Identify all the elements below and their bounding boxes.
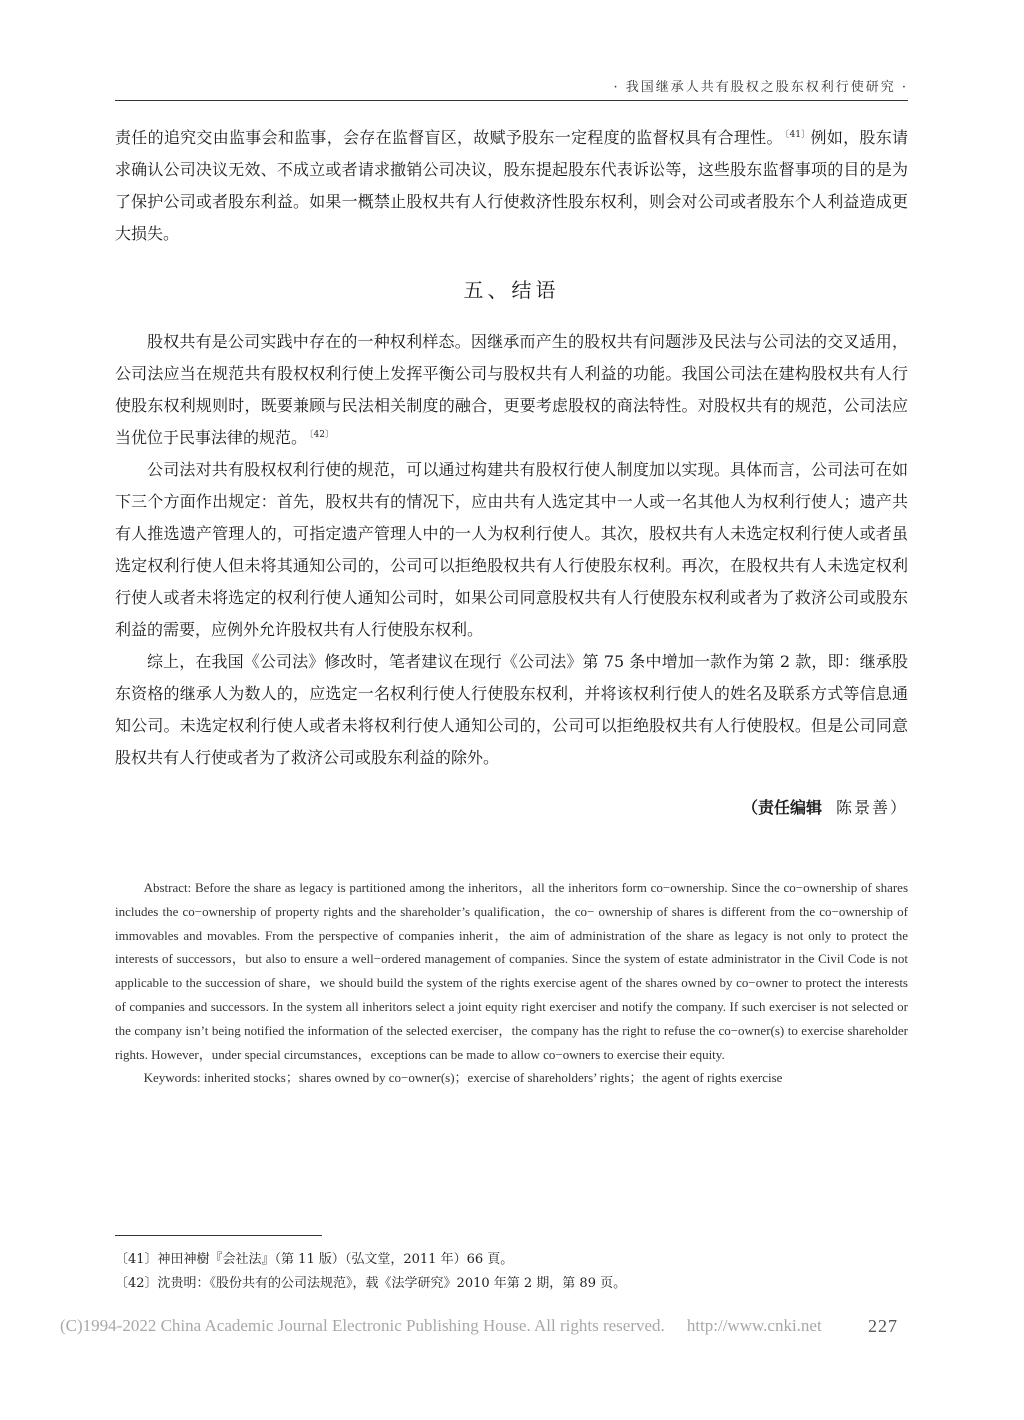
- paragraph-conclusion-2: 公司法对共有股权权利行使的规范，可以通过构建共有股权行使人制度加以实现。具体而言，公司法可在如下三个方面作出规定：首先，股权共有的情况下，应由共有人选定其中一人或一名其他人为权利行使人；遗产共有人推选遗产管理人的，可指定遗产管理人中的一人为权利行使人。其次，股权共有人未选定权利行使人或者虽选定权利行使人但未将其通知公司的，公司可以拒绝股权共有人行使股东权利。再次，在股权共有人未选定权利行使人或者未将选定的权利行使人通知公司时，如果公司同意股权共有人行使股东权利或者为了救济公司或股东利益的需要，应例外允许股权共有人行使股东权利。: [115, 460, 908, 639]
- abstract-text: Before the share as legacy is partitioned among the inheritors，all the inheritors form co−ownership. Since the co−ownership of shares includes the co−ownership of property rights and the shareholder’s qualification，the co− ownership of shares is different from the co−ownership of immovables and movables. From the perspective of companies inherit，the aim of administration of the share as legacy is not only to protect the interests of successors，but also to ensure a well−ordered management of companies. Since the system of estate administrator in the Civil Code is not applicable to the succession of share，we should build the system of the rights exercise agent of the shares owned by co−owner to protect the interests of companies and successors. In the system all inheritors select a joint equity right exerciser and notify the company. If such exerciser is not selected or the company isn’t being notified the information of the selected exerciser，the company has the right to refuse the co−owner(s) to exercise shareholder rights. However，under special circumstances，exceptions can be made to allow co−owners to exercise their equity.: [115, 880, 909, 1062]
- footnotes: [115, 1248, 908, 1296]
- copyright-text: (C)1994-2022 China Academic Journal Electronic Publishing House. All rights reserved.: [60, 1316, 665, 1335]
- footnote-rule: [115, 1235, 322, 1236]
- abstract-paragraph: [115, 876, 908, 1066]
- running-head: · 我国继承人共有股权之股东权利行使研究 ·: [613, 80, 908, 95]
- section-heading: 五、结语: [463, 278, 560, 302]
- paragraph-text: 例如，股东请求确认公司决议无效、不成立或者请求撤销公司决议，股东提起股东代表诉讼等，这些股东监督事项的目的是为了保护公司或者股东利益。如果一概禁止股权共有人行使救济性股东权利，则会对公司或者股东个人利益造成更大损失。: [115, 128, 908, 243]
- paragraph-text: 责任的追究交由监事会和监事，会存在监督盲区，故赋予股东一定程度的监督权具有合理性。: [115, 128, 783, 147]
- footnote-ref-42[interactable]: 〔42〕: [309, 429, 334, 440]
- article-body: [115, 122, 908, 822]
- keywords-paragraph: [115, 1066, 908, 1090]
- editor-name: 陈景善）: [835, 798, 908, 817]
- copyright-url[interactable]: http://www.cnki.net: [686, 1316, 822, 1335]
- paragraph-conclusion-3: 综上，在我国《公司法》修改时，笔者建议在现行《公司法》第 75 条中增加一款作为第 2 款，即：继承股东资格的继承人为数人的，应选定一名权利行使人行使股东权利，并将该权利行使人的姓名及联系方式等信息通知公司。未选定权利行使人或者未将权利行使人通知公司的，公司可以拒绝股权共有人行使股权。但是公司同意股权共有人行使或者为了救济公司或股东利益的除外。: [115, 652, 908, 767]
- paragraph-text: 股权共有是公司实践中存在的一种权利样态。因继承而产生的股权共有问题涉及民法与公司法的交叉适用，公司法应当在规范共有股权权利行使上发挥平衡公司与股权共有人利益的功能。我国公司法在建构股权共有人行使股东权利规则时，既要兼顾与民法相关制度的融合，更要考虑股权的商法特性。对股权共有的规范，公司法应当优位于民事法律的规范。: [115, 332, 908, 447]
- paragraph-continued: [115, 122, 908, 250]
- page-number: 227: [868, 1316, 898, 1336]
- responsible-editor: [115, 794, 908, 822]
- keywords-text: inherited stocks；shares owned by co−owner(s)；exercise of shareholders’ rights；the agent of rights exercise: [203, 1070, 783, 1086]
- footnote-ref-41[interactable]: 〔41〕: [784, 129, 811, 140]
- editor-label: （责任编辑: [741, 798, 822, 817]
- english-abstract: [115, 876, 908, 1090]
- footnote-42: 〔42〕沈贵明：《股份共有的公司法规范》，载《法学研究》2010 年第 2 期，第 89 页。: [115, 1276, 627, 1291]
- copyright-watermark: [60, 1316, 960, 1336]
- header-rule: [115, 100, 908, 101]
- paragraph-conclusion-1: [115, 326, 908, 454]
- keywords-label: Keywords:: [143, 1070, 201, 1086]
- abstract-label: Abstract:: [143, 880, 192, 895]
- footnote-41: 〔41〕神田神樹『会社法』（第 11 版）（弘文堂，2011 年）66 頁。: [115, 1252, 514, 1267]
